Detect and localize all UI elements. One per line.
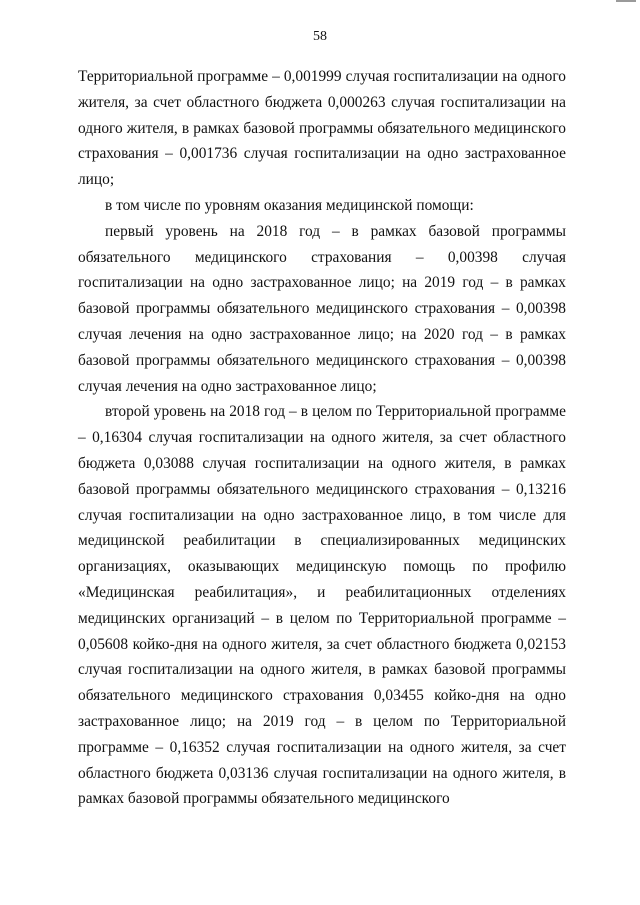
paragraph-second-level: второй уровень на 2018 год – в целом по Территориальной программе – 0,16304 случая госпитализации на одного жителя, за счет областного бюджета 0,03088 случая госпитализации на одного жителя, в рамках базовой программы обязательного медицинского страхования – 0,13216 случая госпитализации на одно застрахованное лицо, в том числе для медицинской реабилитации в специализированных медицинских организациях, оказывающих медицинскую помощь по профилю «Медицинская реабилитация», и реабилитационных отделениях медицинских организаций – в целом по Территориальной программе – 0,05608 койко-дня на одного жителя, за счет областного бюджета 0,02153 случая госпитализации на одного жителя, в рамках базовой программы обязательного медицинского страхования 0,03455 койко-дня на одно застрахованное лицо; на 2019 год – в целом по Территориальной программе – 0,16352 случая госпитализации на одного жителя, за счет областного бюджета 0,03136 случая госпитализации на одного жителя, в рамках базовой программы обязательного медицинского: [78, 403, 566, 808]
paragraph-levels-intro: в том числе по уровням оказания медицинской помощи:: [105, 196, 474, 214]
paragraph-continuation: Территориальной программе – 0,001999 случая госпитализации на одного жителя, за счет областного бюджета 0,000263 случая госпитализации на одного жителя, в рамках базовой программы обязательного медицинского страхования – 0,001736 случая госпитализации на одно застрахованное лицо;: [78, 68, 566, 189]
paragraph-first-level: первый уровень на 2018 год – в рамках базовой программы обязательного медицинского страхования – 0,00398 случая госпитализации на одно застрахованное лицо; на 2019 год – в рамках базовой программы обязательного медицинского страхования – 0,00398 случая лечения на одно застрахованное лицо; на 2020 год – в рамках базовой программы обязательного медицинского страхования – 0,00398 случая лечения на одно застрахованное лицо;: [78, 222, 566, 395]
scan-edge-mark: [616, 0, 636, 2]
document-body: [78, 64, 566, 812]
page-number: 58: [313, 29, 327, 44]
